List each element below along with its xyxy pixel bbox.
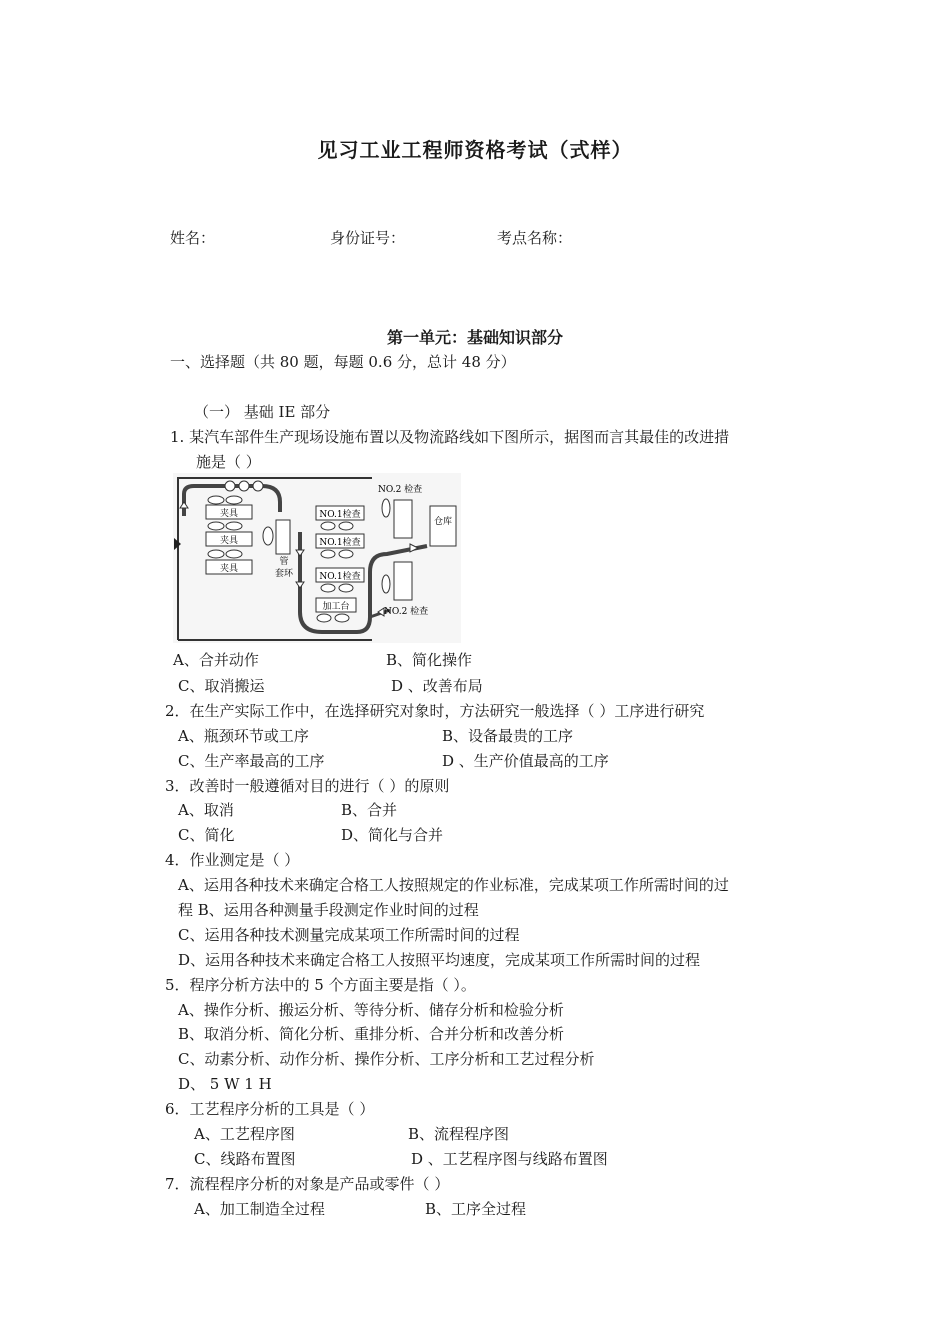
layout-diagram bbox=[172, 472, 462, 644]
name-field-label: 姓名： bbox=[170, 229, 216, 247]
q7-option-a: A、加工制造全过程 bbox=[194, 1200, 325, 1218]
q4-option-d: D、运用各种技术来确定合格工人按照平均速度，完成某项工作所需时间的过程 bbox=[178, 951, 701, 969]
q1-option-a: A、合并动作 bbox=[173, 651, 259, 669]
q2-option-c: C、生产率最高的工序 bbox=[178, 752, 325, 770]
warehouse bbox=[430, 506, 456, 546]
q3-stem: 3．改善时一般遵循对目的进行（ ）的原则 bbox=[165, 777, 450, 795]
q1-stem-line1: 1. 某汽车部件生产现场设施布置以及物流路线如下图所示，据图而言其最佳的改进措 bbox=[170, 428, 730, 446]
q6-option-b: B、流程程序图 bbox=[408, 1125, 510, 1143]
check1-label: NO.1检查 bbox=[319, 538, 361, 548]
q7-stem: 7．流程程序分析的对象是产品或零件（ ） bbox=[165, 1175, 450, 1193]
q7-option-b: B、工序全过程 bbox=[425, 1200, 527, 1218]
unit-title: 第一单元：基础知识部分 bbox=[386, 328, 563, 347]
subsection-heading: （一） 基础 IE 部分 bbox=[194, 403, 331, 421]
check1-label: NO.1检查 bbox=[319, 510, 361, 520]
q3-option-c: C、简化 bbox=[178, 826, 235, 844]
q4-option-a-line1: A、运用各种技术来确定合格工人按照规定的作业标准，完成某项工作所需时间的过 bbox=[178, 876, 729, 894]
q1-option-d: D 、改善布局 bbox=[391, 677, 483, 695]
q6-stem: 6．工艺程序分析的工具是（ ） bbox=[165, 1100, 375, 1118]
warehouse-label: 仓库 bbox=[433, 517, 453, 527]
q5-option-a: A、操作分析、搬运分析、等待分析、储存分析和检验分析 bbox=[178, 1001, 564, 1019]
check2-label-top: NO.2 检查 bbox=[378, 485, 423, 495]
fixture-label: 夹具 bbox=[219, 536, 239, 546]
section-heading: 一、选择题（共 80 题，每题 0.6 分，总计 48 分） bbox=[170, 353, 516, 371]
operator-group bbox=[225, 481, 263, 491]
q6-option-a: A、工艺程序图 bbox=[194, 1125, 295, 1143]
q1-option-b: B、简化操作 bbox=[386, 651, 473, 669]
fixture-label: 夹具 bbox=[219, 564, 239, 574]
check2-label-bottom: NO.2 检查 bbox=[384, 607, 429, 617]
site-field-label: 考点名称： bbox=[497, 229, 573, 247]
q2-option-b: B、设备最贵的工序 bbox=[442, 727, 574, 745]
q4-stem: 4．作业测定是（ ） bbox=[165, 851, 300, 869]
q1-stem-line2: 施是（ ） bbox=[196, 453, 261, 471]
q5-option-c: C、动素分析、动作分析、操作分析、工序分析和工艺过程分析 bbox=[178, 1050, 595, 1068]
pipe-label: 管 bbox=[279, 557, 289, 567]
check1-label: NO.1检查 bbox=[319, 572, 361, 582]
q3-option-b: B、合并 bbox=[341, 801, 398, 819]
q2-stem: 2．在生产实际工作中，在选择研究对象时，方法研究一般选择（ ）工序进行研究 bbox=[165, 702, 705, 720]
id-field-label: 身份证号： bbox=[330, 229, 406, 247]
q5-option-d: D、 5 W 1 H bbox=[178, 1075, 272, 1093]
q6-option-d: D 、工艺程序图与线路布置图 bbox=[411, 1150, 608, 1168]
q3-option-d: D、简化与合并 bbox=[341, 826, 444, 844]
q2-option-d: D 、生产价值最高的工序 bbox=[442, 752, 609, 770]
fixture-label: 夹具 bbox=[219, 509, 239, 519]
ring-label: 套环 bbox=[274, 569, 294, 579]
q6-option-c: C、线路布置图 bbox=[194, 1150, 296, 1168]
q5-stem: 5．程序分析方法中的 5 个方面主要是指（ ）。 bbox=[165, 976, 476, 994]
q4-option-c: C、运用各种技术测量完成某项工作所需时间的过程 bbox=[178, 926, 520, 944]
fixture-stations bbox=[206, 496, 252, 574]
q5-option-b: B、取消分析、简化分析、重排分析、合并分析和改善分析 bbox=[178, 1025, 565, 1043]
document-title: 见习工业工程师资格考试（式样） bbox=[317, 138, 633, 162]
q4-option-a-line2-b: 程 B、运用各种测量手段测定作业时间的过程 bbox=[178, 901, 479, 919]
q3-option-a: A、取消 bbox=[178, 801, 234, 819]
q1-option-c: C、取消搬运 bbox=[178, 677, 265, 695]
process-label: 加工台 bbox=[322, 602, 350, 612]
q2-option-a: A、瓶颈环节或工序 bbox=[178, 727, 309, 745]
